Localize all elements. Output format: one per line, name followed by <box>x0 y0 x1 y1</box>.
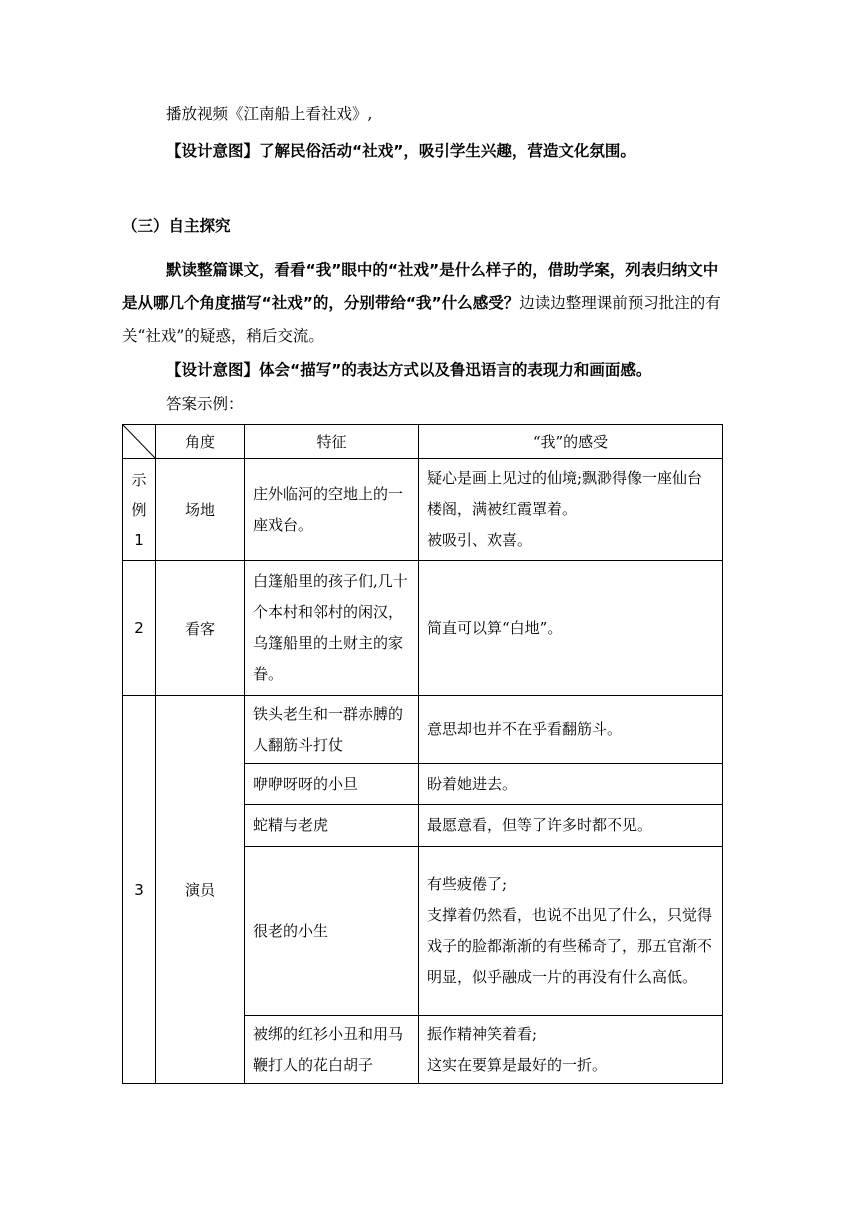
angle-cell: 场地 <box>156 459 245 561</box>
feature-cell: 被绑的红衫小丑和用马鞭打人的花白胡子 <box>245 1016 419 1084</box>
feeling-cell <box>419 459 723 561</box>
feeling-cell: 简直可以算“白地”。 <box>419 561 723 696</box>
feature-cell: 咿咿呀呀的小旦 <box>245 764 419 805</box>
feeling-line: 意思却也并不在乎看翻筋斗。 <box>427 720 623 738</box>
feature-cell: 铁头老生和一群赤膊的人翻筋斗打仗 <box>245 696 419 764</box>
task-paragraph <box>122 254 722 353</box>
row-number <box>123 459 156 561</box>
row-number: 3 <box>123 696 156 1084</box>
feeling-line: 这实在要算是最好的一折。 <box>427 1055 608 1074</box>
feeling-cell <box>419 847 723 1016</box>
feature-cell: 蛇精与老虎 <box>245 805 419 847</box>
task-bold-text: 默读整篇课文，看看“我”眼中的“社戏”是什么样子的，借助学案，列表归纳文中是从哪几个角度描写“社戏”的，分别带给“我”什么感受？ <box>122 261 719 312</box>
table-row <box>123 459 723 561</box>
feature-cell: 很老的小生 <box>245 847 419 1016</box>
table-row <box>123 696 723 764</box>
feeling-line: 被吸引、欢喜。 <box>427 531 533 549</box>
video-line: 播放视频《江南船上看社戏》, <box>166 105 373 123</box>
feeling-cell <box>419 1016 723 1084</box>
feeling-cell <box>419 696 723 764</box>
row-number-char: 例 <box>131 500 147 519</box>
feature-cell: 庄外临河的空地上的一座戏台。 <box>245 459 419 561</box>
feeling-cell <box>419 764 723 805</box>
diagonal-header-cell <box>123 425 156 459</box>
row-number: 2 <box>123 561 156 696</box>
answer-table <box>122 424 723 1084</box>
header-angle: 角度 <box>156 425 245 459</box>
section-heading: （三）自主探究 <box>122 217 231 235</box>
answer-label: 答案示例： <box>166 395 244 413</box>
design-intent-1: 【设计意图】了解民俗活动“社戏”，吸引学生兴趣，营造文化氛围。 <box>166 142 636 160</box>
feeling-line: 最愿意看，但等了许多时都不见。 <box>427 816 653 834</box>
feeling-line: 振作精神笑着看; <box>427 1024 538 1043</box>
design-intent-2: 【设计意图】体会“描写”的表达方式以及鲁迅语言的表现力和画面感。 <box>166 361 652 379</box>
row-number-char: 1 <box>134 530 144 549</box>
row-number-char: 示 <box>131 470 147 489</box>
feeling-line: 支撑着仍然看，也说不出见了什么，只觉得戏子的脸都渐渐的有些稀奇了，那五官渐不明显，似乎融成一片的再没有什么高低。 <box>427 906 713 986</box>
feeling-cell <box>419 805 723 847</box>
header-feeling: “我”的感受 <box>419 425 723 459</box>
table-row <box>123 561 723 696</box>
task-normal-text: 边读边整理课前预习批注的有关“社戏”的疑惑，稍后交流。 <box>122 294 721 345</box>
table-header-row <box>123 425 723 459</box>
feeling-line: 有些疲倦了; <box>427 875 508 893</box>
feeling-line: 疑心是画上见过的仙境;飘渺得像一座仙台楼阁，满被红霞罩着。 <box>427 469 703 518</box>
feeling-line: 盼着她进去。 <box>427 774 518 793</box>
header-feature: 特征 <box>245 425 419 459</box>
angle-cell: 演员 <box>156 696 245 1084</box>
angle-cell: 看客 <box>156 561 245 696</box>
feature-cell: 白篷船里的孩子们,几十个本村和邻村的闲汉，乌篷船里的土财主的家眷。 <box>245 561 419 696</box>
